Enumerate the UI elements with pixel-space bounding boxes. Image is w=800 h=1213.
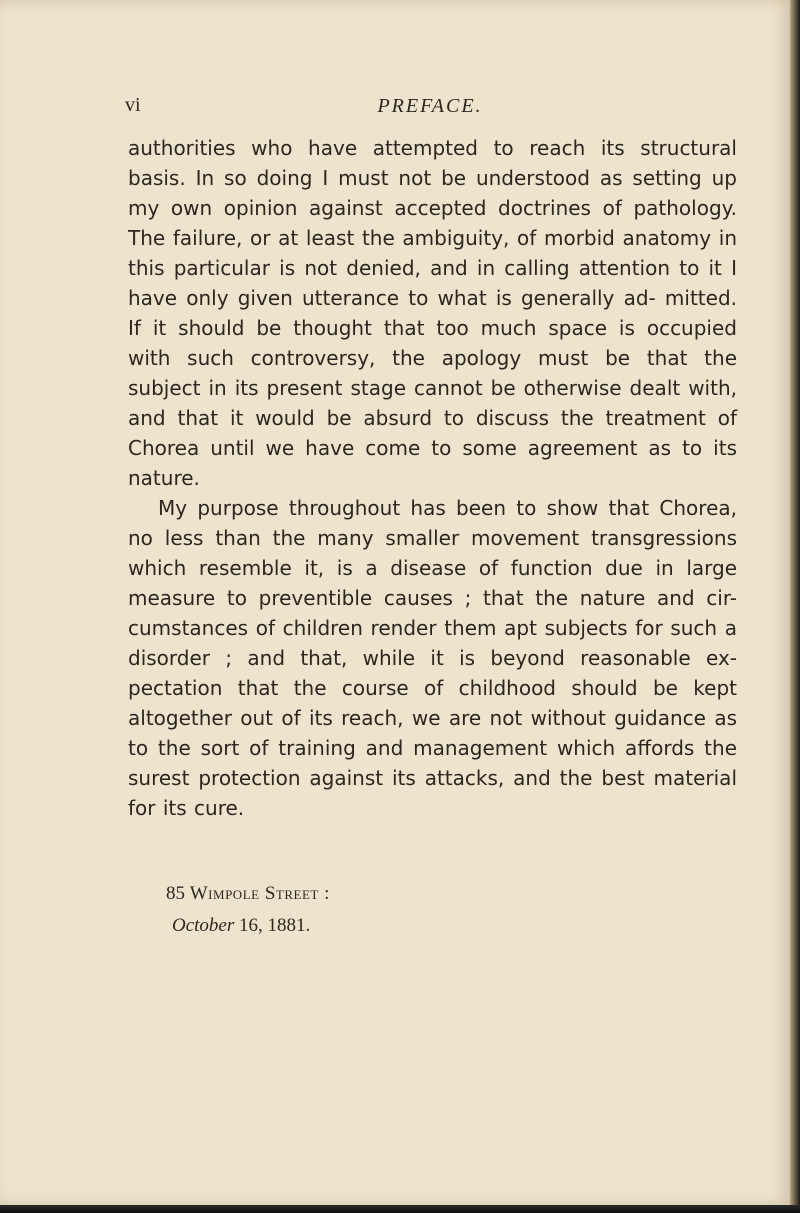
paragraph-2: My purpose throughout has been to show that Chorea, no less than the many smaller movement transgressions which resemble it, is a disease of function due in large measure to preventible causes ; that the nature and cir- cumstances of children render them apt subjects for such a disorder ; and that, while it is beyond reasonable ex- pectation that the course of childhood should be kept altogether out of its reach, we are not without guidance as to the sort of training and management which affords the surest protection against its attacks, and the best material for its cure. — [128, 496, 737, 820]
page-number: vi — [125, 94, 141, 116]
page-edge-right — [790, 0, 800, 1213]
signature-block — [166, 878, 330, 942]
date-month: October — [172, 915, 235, 936]
address-street: Wimpole Street : — [189, 883, 330, 904]
address-number: 85 — [166, 883, 185, 904]
address-line — [166, 878, 330, 910]
page-edge-bottom — [0, 1205, 800, 1213]
date-rest: 16, 1881. — [239, 915, 311, 936]
running-title: PREFACE. — [377, 95, 483, 117]
paragraph-1: authorities who have attempted to reach its structural basis. In so doing I must not be understood as setting up my own opinion against accepted doctrines of pathology. The failure, or at least the ambiguity, of morbid anatomy in this particular is not denied, and in calling attention to it I have only given utterance to what is generally ad- mitted. If it should be thought that too much space is occupied with such controversy, the apology must be that the subject in its present stage cannot be otherwise dealt with, and that it would be absurd to discuss the treatment of Chorea until we have come to some agreement as to its nature. — [128, 136, 737, 490]
running-head — [125, 94, 735, 124]
body-text — [128, 133, 737, 823]
date-line — [166, 910, 330, 942]
